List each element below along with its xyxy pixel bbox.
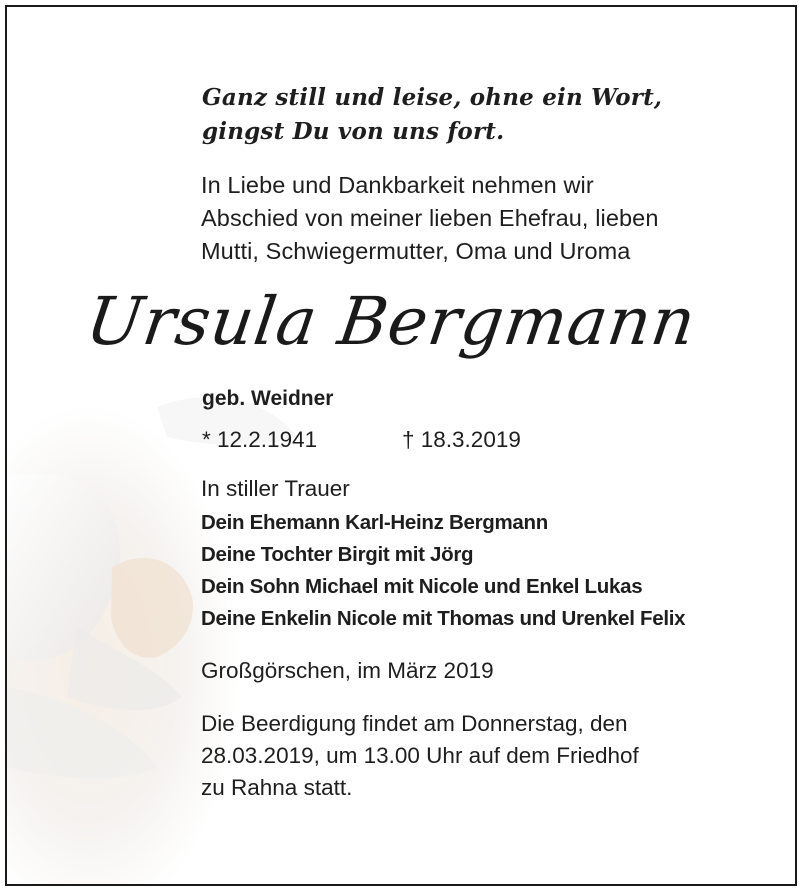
mourner-line: Dein Ehemann Karl-Heinz Bergmann [201,511,548,534]
intro-line-2: Abschied von meiner lieben Ehefrau, lieben [201,205,659,231]
mourner-line: Dein Sohn Michael mit Nicole und Enkel Lukas [201,575,643,598]
verse-line-1: Ganz still und leise, ohne ein Wort, [202,84,663,111]
place-date: Großgörschen, im März 2019 [201,658,494,683]
maiden-name: geb. Weidner [202,387,334,410]
funeral-line-3: zu Rahna statt. [201,775,353,800]
obituary-frame [5,5,797,886]
deceased-name: Ursula Bergmann [81,283,701,360]
funeral-line-2: 28.03.2019, um 13.00 Uhr auf dem Friedhof [201,743,639,768]
intro-line-3: Mutti, Schwiegermutter, Oma und Uroma [201,238,631,264]
death-date: † 18.3.2019 [402,427,521,452]
mourners-heading: In stiller Trauer [201,476,350,501]
mourner-line: Deine Tochter Birgit mit Jörg [201,543,474,566]
funeral-line-1: Die Beerdigung findet am Donnerstag, den [201,711,628,736]
birth-date: * 12.2.1941 [202,427,318,452]
mourner-line: Deine Enkelin Nicole mit Thomas und Urenkel Felix [201,607,686,630]
intro-line-1: In Liebe und Dankbarkeit nehmen wir [201,172,594,198]
verse-line-2: gingst Du von uns fort. [202,118,505,145]
